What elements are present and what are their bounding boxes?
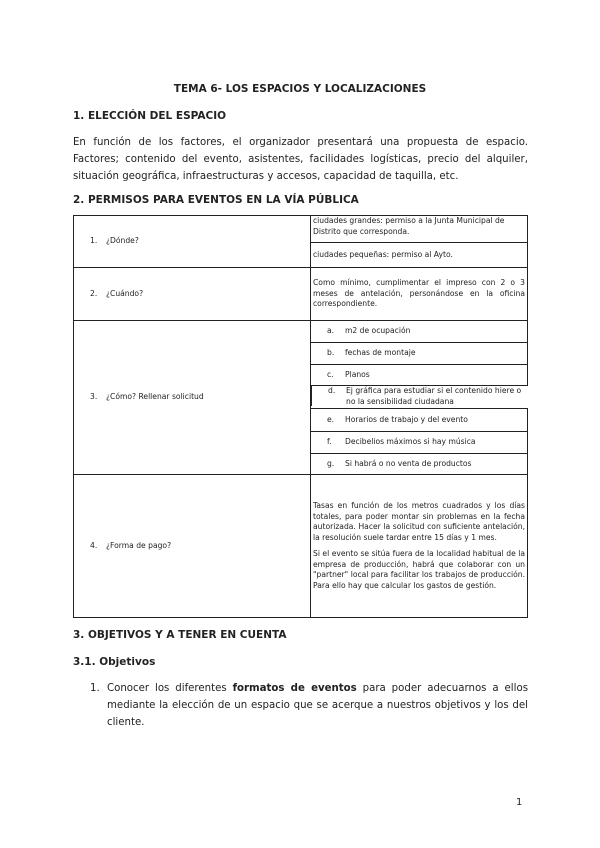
table-row — [74, 321, 528, 343]
section-1-heading: 1. ELECCIÓN DEL ESPACIO — [73, 110, 227, 122]
row-question: ¿Cuándo? — [106, 288, 144, 298]
item-text: m2 de ocupación — [345, 326, 411, 336]
list-text: para poder adecuarnos a ellos mediante la elección de un espacio que se acerque a nuestros objetivos y los del cliente. — [107, 683, 528, 728]
section-1-text: En función de los factores, el organizador presentará una propuesta de espacio. Factores; contenido del evento, asistentes, facilidades logísticas, precio del alquiler, situación geográfica, infraestructuras y accesos, capacidad de taquilla, etc. — [73, 137, 528, 182]
row-question: ¿Cómo? Rellenar solicitud — [106, 392, 204, 402]
page-number: 1 — [516, 797, 523, 808]
item-text: Planos — [345, 369, 370, 379]
list-text-bold: formatos de eventos — [232, 683, 357, 694]
item-letter: f. — [327, 437, 332, 447]
permits-table — [73, 215, 528, 618]
row-number: 1. — [90, 236, 98, 246]
item-letter: g. — [327, 458, 335, 468]
item-text: fechas de montaje — [345, 348, 416, 358]
item-letter: d. — [328, 386, 336, 395]
row-answer: Si el evento se sitúa fuera de la localidad habitual de la empresa de producción, habrá que colaborar con un "partner" local para facilitar los trabajos de producción. Para ello hay que calcular los gastos de gestión. — [313, 549, 525, 590]
section-2-heading: 2. PERMISOS PARA EVENTOS EN LA VÍA PÚBLICA — [73, 194, 359, 206]
row-answer: ciudades pequeñas: permiso al Ayto. — [311, 243, 528, 268]
item-letter: b. — [327, 348, 335, 358]
list-text: Conocer los diferentes — [107, 683, 233, 694]
item-letter: c. — [327, 369, 334, 379]
item-letter: a. — [327, 326, 335, 336]
table-row — [74, 268, 528, 321]
document-title: TEMA 6- LOS ESPACIOS Y LOCALIZACIONES — [173, 83, 427, 95]
row-number: 2. — [90, 288, 98, 298]
table-row — [74, 475, 528, 618]
item-text: Ej gráfica para estudiar si el contenido hiere o no la sensibilidad ciudadana — [346, 386, 522, 406]
section-3-heading: 3. OBJETIVOS Y A TENER EN CUENTA — [73, 629, 287, 641]
list-item — [90, 680, 528, 731]
row-number: 4. — [90, 540, 98, 550]
section-3-1-heading: 3.1. Objetivos — [73, 656, 156, 668]
row-number: 3. — [90, 392, 98, 402]
row-answer: ciudades grandes: permiso a la Junta Municipal de Distrito que corresponda. — [311, 216, 528, 243]
row-answer: Tasas en función de los metros cuadrados y los días totales, para poder montar sin problemas en la fecha autorizada. Hacer la solicitud con suficiente antelación, la resolución suele tardar entre 15 días y 1 mes. — [313, 501, 525, 542]
row-question: ¿Forma de pago? — [106, 540, 172, 550]
item-text: Decibelios máximos si hay música — [345, 437, 476, 447]
row-question: ¿Dónde? — [106, 236, 139, 246]
item-letter: e. — [327, 414, 335, 424]
item-text: Horarios de trabajo y del evento — [345, 414, 468, 424]
list-number: 1. — [90, 683, 100, 694]
row-answer: Como mínimo, cumplimentar el impreso con 2 o 3 meses de antelación, personándose en la oficina correspondiente. — [311, 268, 528, 321]
item-text: Si habrá o no venta de productos — [345, 458, 472, 468]
table-row — [74, 216, 528, 243]
